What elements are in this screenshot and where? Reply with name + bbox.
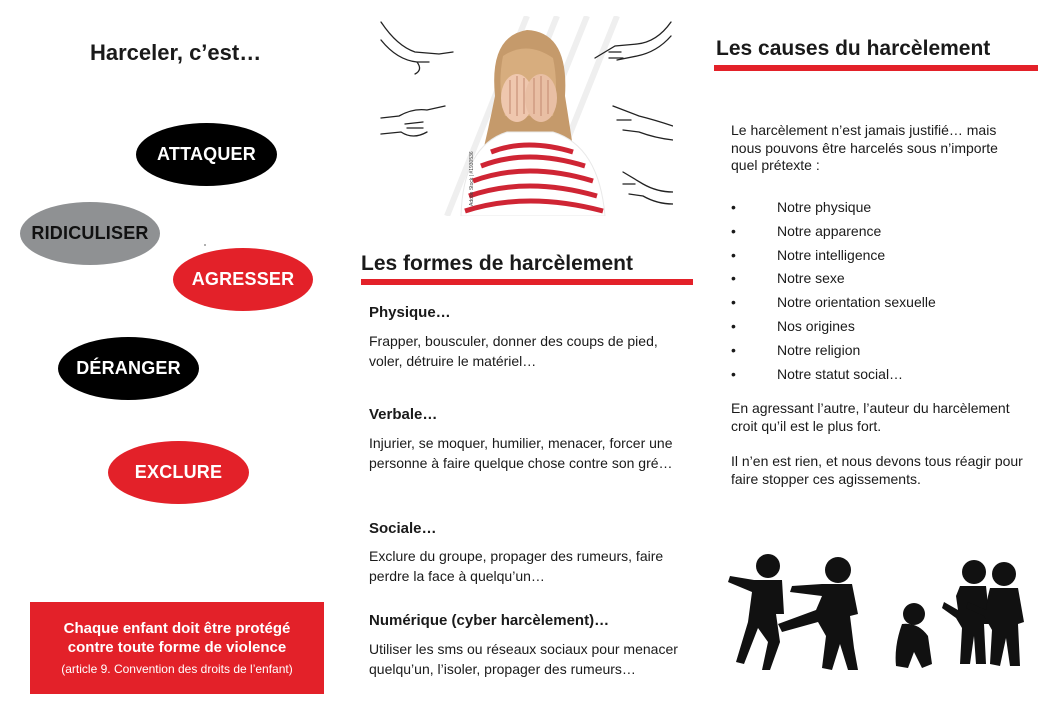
cause-label: Notre apparence <box>777 222 882 239</box>
rights-callout <box>30 602 324 694</box>
decorative-dot <box>204 244 206 246</box>
bullied-girl-photo <box>377 16 673 216</box>
callout-line-2: contre toute forme de violence <box>67 639 287 656</box>
bullet-icon: • <box>731 270 736 287</box>
causes-title: Les causes du harcèlement <box>716 37 991 60</box>
callout-line-3: (article 9. Convention des droits de l’enfant) <box>61 662 293 676</box>
cause-label: Notre religion <box>777 341 861 358</box>
bullet-icon: • <box>731 246 736 263</box>
list-item <box>731 244 936 268</box>
list-item <box>731 363 936 387</box>
bullet-icon: • <box>731 222 736 239</box>
verb-exclure: EXCLURE <box>108 441 249 504</box>
bullet-icon: • <box>731 365 736 382</box>
bullet-icon: • <box>731 294 736 311</box>
bullet-icon: • <box>731 317 736 334</box>
causes-paragraph-2: Il n’en est rien, et nous devons tous réagir pour faire stopper ces agissements. <box>731 453 1023 487</box>
callout-line-1: Chaque enfant doit être protégé <box>63 620 291 637</box>
photo-credit: Adobe Stock | #1930536 <box>469 151 475 206</box>
bullet-icon: • <box>731 341 736 358</box>
form-physique-heading: Physique… <box>369 304 451 321</box>
cause-label: Nos origines <box>777 317 855 334</box>
forms-title-rule <box>361 279 693 285</box>
cause-label: Notre sexe <box>777 270 845 287</box>
causes-intro: Le harcèlement n’est jamais justifié… mais nous pouvons être harcelés sous n’importe quel prétexte : <box>731 122 998 173</box>
causes-list <box>731 196 936 386</box>
forms-title: Les formes de harcèlement <box>361 252 633 275</box>
cause-label: Notre intelligence <box>777 246 886 263</box>
form-numerique-text: Utiliser les sms ou réseaux sociaux pour menacer quelqu’un, l’isoler, propager des rumeurs… <box>369 641 678 677</box>
cause-label: Notre orientation sexuelle <box>777 294 936 311</box>
verb-agresser: AGRESSER <box>173 248 313 311</box>
cause-label: Notre statut social… <box>777 365 904 382</box>
list-item <box>731 196 936 220</box>
causes-title-rule <box>714 65 1038 71</box>
left-title: Harceler, c’est… <box>90 40 262 65</box>
list-item <box>731 291 936 315</box>
form-sociale-text: Exclure du groupe, propager des rumeurs, faire perdre la face à quelqu’un… <box>369 548 664 584</box>
list-item <box>731 315 936 339</box>
causes-paragraph-1: En agressant l’autre, l’auteur du harcèlement croit qu’il est le plus fort. <box>731 400 1010 434</box>
bullying-silhouettes-illustration <box>718 552 1042 680</box>
verb-deranger: DÉRANGER <box>58 337 199 400</box>
verb-ridiculiser: RIDICULISER <box>20 202 160 265</box>
bullet-icon: • <box>731 199 736 215</box>
list-item <box>731 339 936 363</box>
form-sociale-heading: Sociale… <box>369 520 437 537</box>
form-numerique-heading: Numérique (cyber harcèlement)… <box>369 612 610 629</box>
form-physique-text: Frapper, bousculer, donner des coups de pied, voler, détruire le matériel… <box>369 333 658 369</box>
list-item <box>731 220 936 244</box>
cause-label: Notre physique <box>777 199 872 215</box>
form-verbale-heading: Verbale… <box>369 406 438 423</box>
list-item <box>731 267 936 291</box>
verb-attaquer: ATTAQUER <box>136 123 277 186</box>
form-verbale-text: Injurier, se moquer, humilier, menacer, forcer une personne à faire quelque chose contre son gré… <box>369 435 673 471</box>
